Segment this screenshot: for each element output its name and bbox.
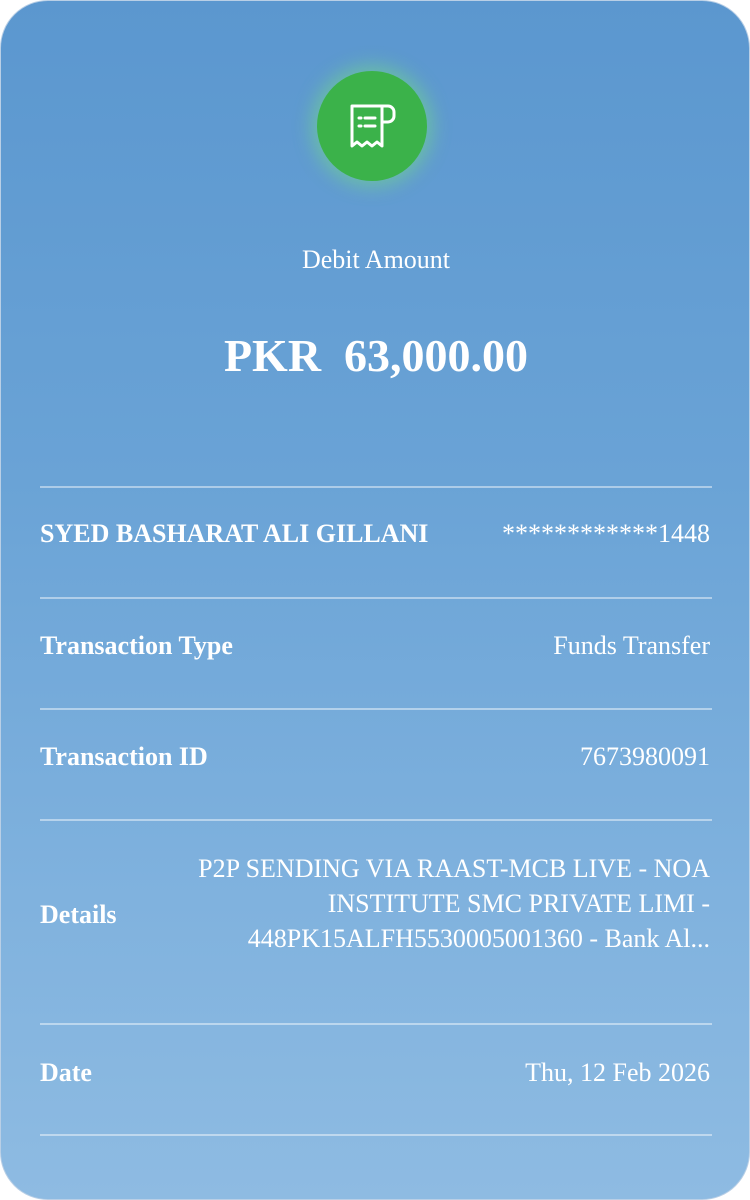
transaction-id-label: Transaction ID	[40, 742, 208, 771]
divider	[40, 819, 712, 821]
details-line: P2P SENDING VIA RAAST-MCB LIVE - NOA	[198, 854, 710, 883]
details-line: 448PK15ALFH5530005001360 - Bank Al...	[247, 924, 710, 953]
account-name: SYED BASHARAT ALI GILLANI	[40, 519, 429, 548]
debit-amount-label: Debit Amount	[301, 245, 451, 274]
date-value: Thu, 12 Feb 2026	[525, 1058, 710, 1087]
details-label: Details	[40, 900, 117, 929]
details-value	[150, 851, 710, 956]
transaction-type-value: Funds Transfer	[553, 631, 710, 660]
divider	[40, 486, 712, 488]
receipt-icon	[342, 96, 402, 156]
transaction-id-value: 7673980091	[580, 742, 710, 771]
divider	[40, 708, 712, 710]
divider	[40, 1023, 712, 1025]
date-label: Date	[40, 1058, 92, 1087]
divider	[40, 1134, 712, 1136]
divider	[40, 597, 712, 599]
account-number: ************1448	[502, 519, 710, 548]
receipt-icon-badge	[317, 71, 427, 181]
details-line: INSTITUTE SMC PRIVATE LIMI -	[327, 889, 710, 918]
debit-amount-value: PKR 63,000.00	[223, 330, 529, 381]
transaction-type-label: Transaction Type	[40, 631, 233, 660]
